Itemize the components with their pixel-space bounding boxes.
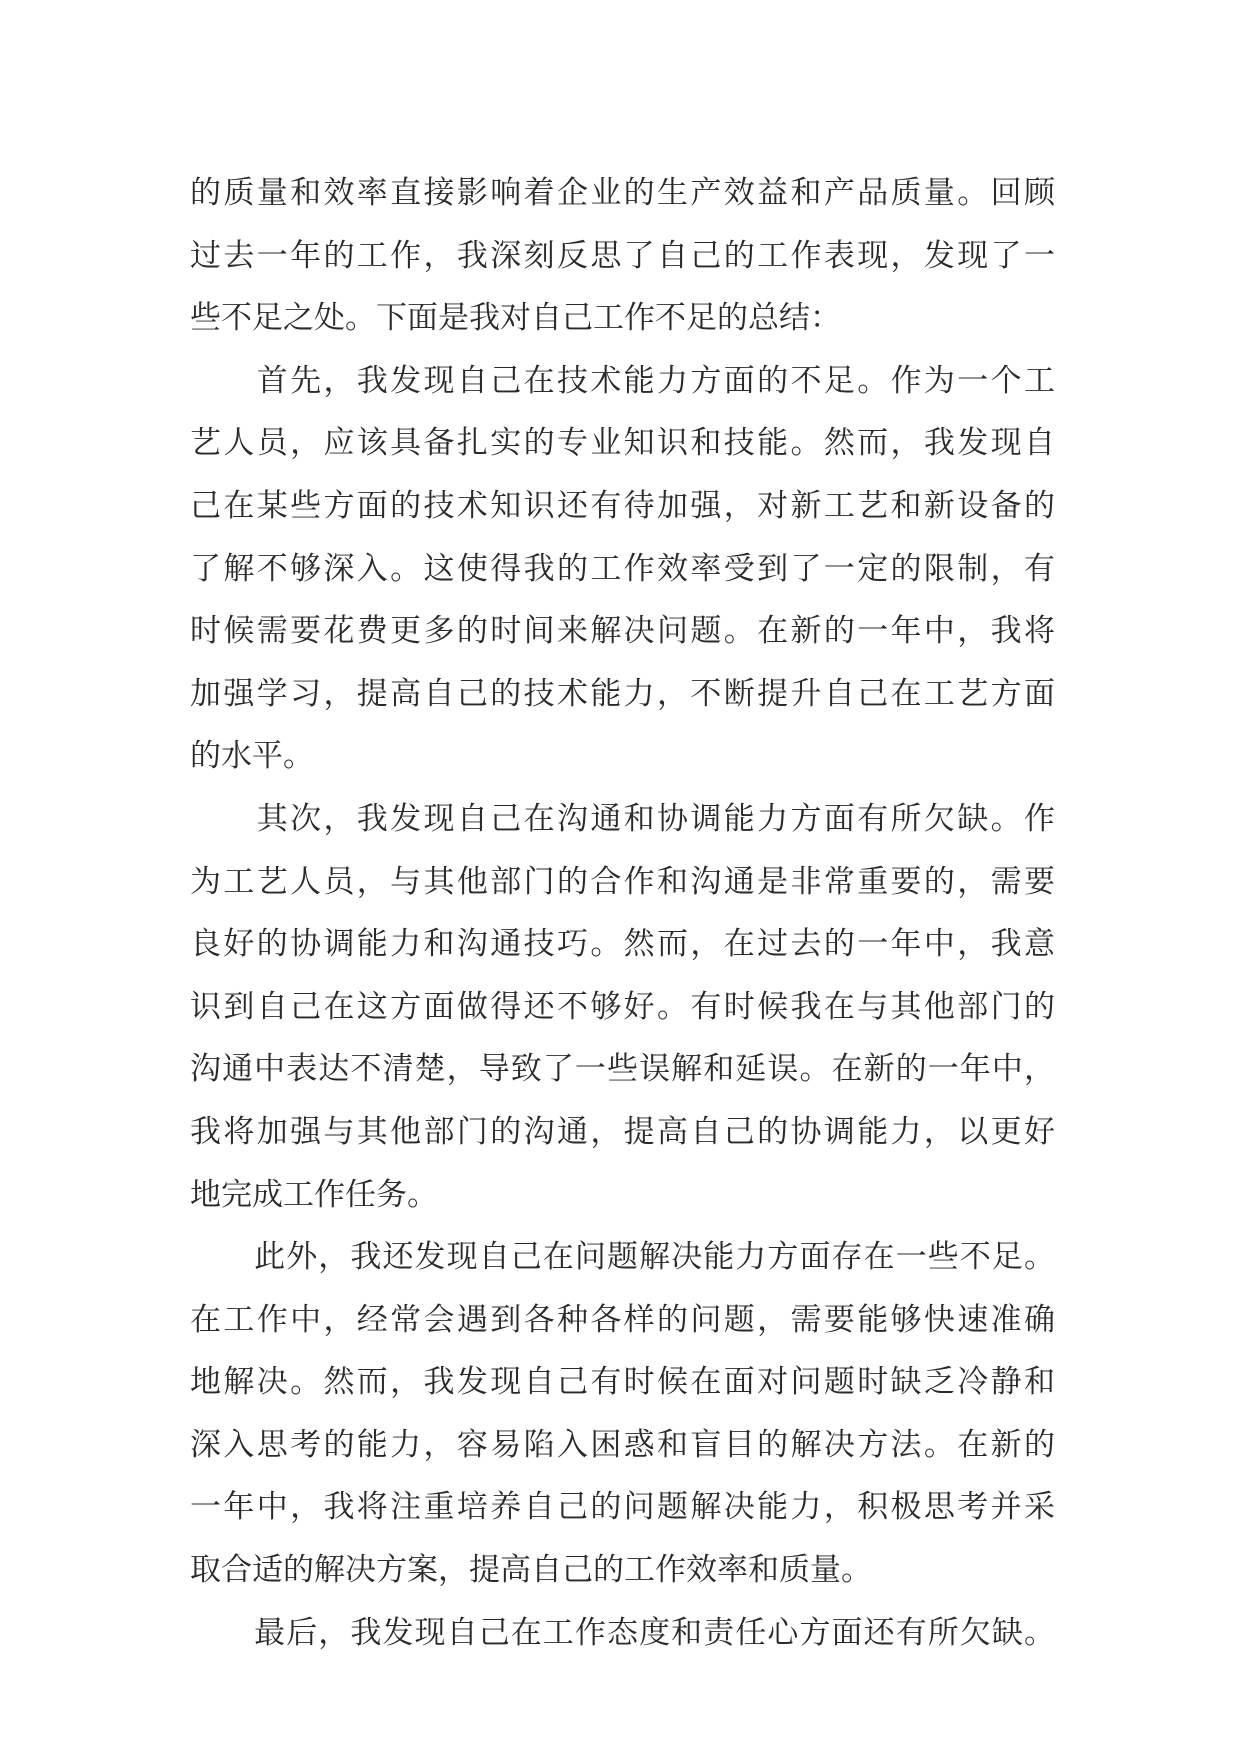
text-line: 加强学习，提高自己的技术能力，不断提升自己在工艺方面 — [190, 675, 1055, 712]
text-line: 最后，我发现自己在工作态度和责任心方面还有所欠缺。 — [190, 1614, 1055, 1651]
text-line: 在工作中，经常会遇到各种各样的问题，需要能够快速准确 — [190, 1301, 1055, 1338]
text-line: 艺人员，应该具备扎实的专业知识和技能。然而，我发现自 — [190, 425, 1055, 462]
text-line: 首先，我发现自己在技术能力方面的不足。作为一个工 — [190, 362, 1055, 399]
text-line: 己在某些方面的技术知识还有待加强，对新工艺和新设备的 — [190, 487, 1055, 524]
text-line: 我将加强与其他部门的沟通，提高自己的协调能力，以更好 — [190, 1113, 1055, 1150]
text-line: 时候需要花费更多的时间来解决问题。在新的一年中，我将 — [190, 613, 1055, 650]
text-line: 的质量和效率直接影响着企业的生产效益和产品质量。回顾 — [190, 175, 1055, 211]
text-line: 地完成工作任务。 — [190, 1176, 438, 1213]
text-line: 些不足之处。下面是我对自己工作不足的总结： — [190, 300, 841, 337]
text-line: 地解决。然而，我发现自己有时候在面对问题时缺乏冷静和 — [190, 1364, 1055, 1401]
text-line: 沟通中表达不清楚，导致了一些误解和延误。在新的一年中， — [190, 1051, 1055, 1088]
text-line: 良好的协调能力和沟通技巧。然而，在过去的一年中，我意 — [190, 926, 1055, 963]
text-line: 取合适的解决方案，提高自己的工作效率和质量。 — [190, 1552, 872, 1589]
text-line: 为工艺人员，与其他部门的合作和沟通是非常重要的，需要 — [190, 863, 1055, 900]
text-line: 过去一年的工作，我深刻反思了自己的工作表现，发现了一 — [190, 237, 1055, 274]
text-line: 深入思考的能力，容易陷入困惑和盲目的解决方法。在新的 — [190, 1426, 1055, 1463]
text-line: 此外，我还发现自己在问题解决能力方面存在一些不足。 — [190, 1239, 1055, 1276]
text-line: 其次，我发现自己在沟通和协调能力方面有所欠缺。作 — [190, 800, 1055, 837]
text-line: 的水平。 — [190, 738, 314, 775]
text-line: 了解不够深入。这使得我的工作效率受到了一定的限制，有 — [190, 550, 1055, 587]
document-body — [190, 162, 1055, 1664]
text-line: 识到自己在这方面做得还不够好。有时候我在与其他部门的 — [190, 988, 1055, 1025]
text-line: 一年中，我将注重培养自己的问题解决能力，积极思考并采 — [190, 1489, 1055, 1526]
